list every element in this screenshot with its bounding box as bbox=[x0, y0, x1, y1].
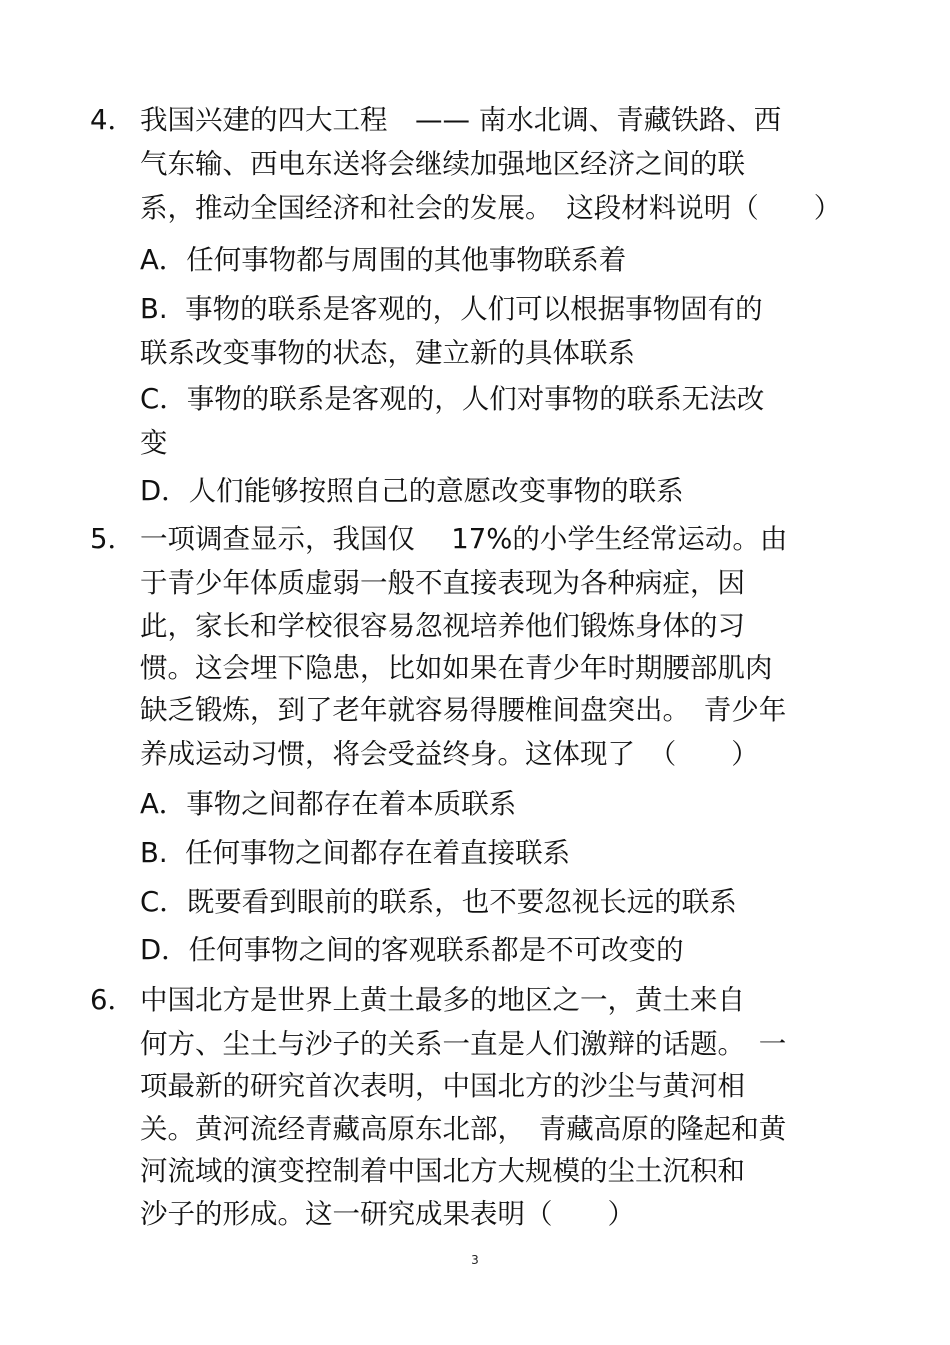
question-6-number: 6． bbox=[90, 984, 135, 1016]
question-4-line-2: 气东输、西电东送将会继续加强地区经济之间的联 bbox=[140, 148, 745, 180]
question-5-number: 5． bbox=[90, 523, 135, 555]
question-6-line-5: 河流域的演变控制着中国北方大规模的尘土沉积和 bbox=[140, 1155, 745, 1187]
question-6-line-4: 关。黄河流经青藏高原东北部， 青藏高原的隆起和黄 bbox=[140, 1113, 787, 1145]
question-5-line-4: 惯。这会埋下隐患，比如如果在青少年时期腰部肌肉 bbox=[140, 652, 773, 684]
question-5-option-c: C．既要看到眼前的联系，也不要忽视长远的联系 bbox=[140, 886, 737, 918]
question-6-line-1: 中国北方是世界上黄土最多的地区之一，黄土来自 bbox=[140, 984, 745, 1016]
question-5-line-5: 缺乏锻炼，到了老年就容易得腰椎间盘突出。 青少年 bbox=[140, 694, 787, 726]
question-5-line-3: 此，家长和学校很容易忽视培养他们锻炼身体的习 bbox=[140, 610, 745, 642]
question-5-line-6: 养成运动习惯，将会受益终身。这体现了 （ ） bbox=[140, 738, 759, 770]
question-4-number: 4． bbox=[90, 104, 135, 136]
page-number: 3 bbox=[471, 1253, 479, 1267]
question-4-line-3: 系，推动全国经济和社会的发展。 这段材料说明（ ） bbox=[140, 192, 842, 224]
question-5-option-b: B. 任何事物之间都存在着直接联系 bbox=[140, 837, 571, 869]
question-4-option-b-line-1: B. 事物的联系是客观的，人们可以根据事物固有的 bbox=[140, 293, 763, 325]
question-6-line-3: 项最新的研究首次表明，中国北方的沙尘与黄河相 bbox=[140, 1070, 745, 1102]
question-5-line-1: 一项调查显示，我国仅 17%的小学生经常运动。由 bbox=[140, 523, 788, 555]
question-6-line-6: 沙子的形成。这一研究成果表明（ ） bbox=[140, 1198, 635, 1230]
question-5-option-d: D．任何事物之间的客观联系都是不可改变的 bbox=[140, 934, 684, 966]
question-4-line-1: 我国兴建的四大工程 —— 南水北调、青藏铁路、西 bbox=[140, 104, 782, 136]
question-4-option-a: A．任何事物都与周围的其他事物联系着 bbox=[140, 244, 627, 276]
question-4-option-c-line-1: C．事物的联系是客观的，人们对事物的联系无法改 bbox=[140, 383, 765, 415]
question-4-option-b-line-2: 联系改变事物的状态，建立新的具体联系 bbox=[140, 337, 635, 369]
question-5-line-2: 于青少年体质虚弱一般不直接表现为各种病症，因 bbox=[140, 567, 745, 599]
question-4-option-c-line-2: 变 bbox=[140, 427, 168, 459]
question-6-line-2: 何方、尘土与沙子的关系一直是人们激辩的话题。 一 bbox=[140, 1028, 787, 1060]
question-4-option-d: D．人们能够按照自己的意愿改变事物的联系 bbox=[140, 475, 684, 507]
question-5-option-a: A．事物之间都存在着本质联系 bbox=[140, 788, 517, 820]
